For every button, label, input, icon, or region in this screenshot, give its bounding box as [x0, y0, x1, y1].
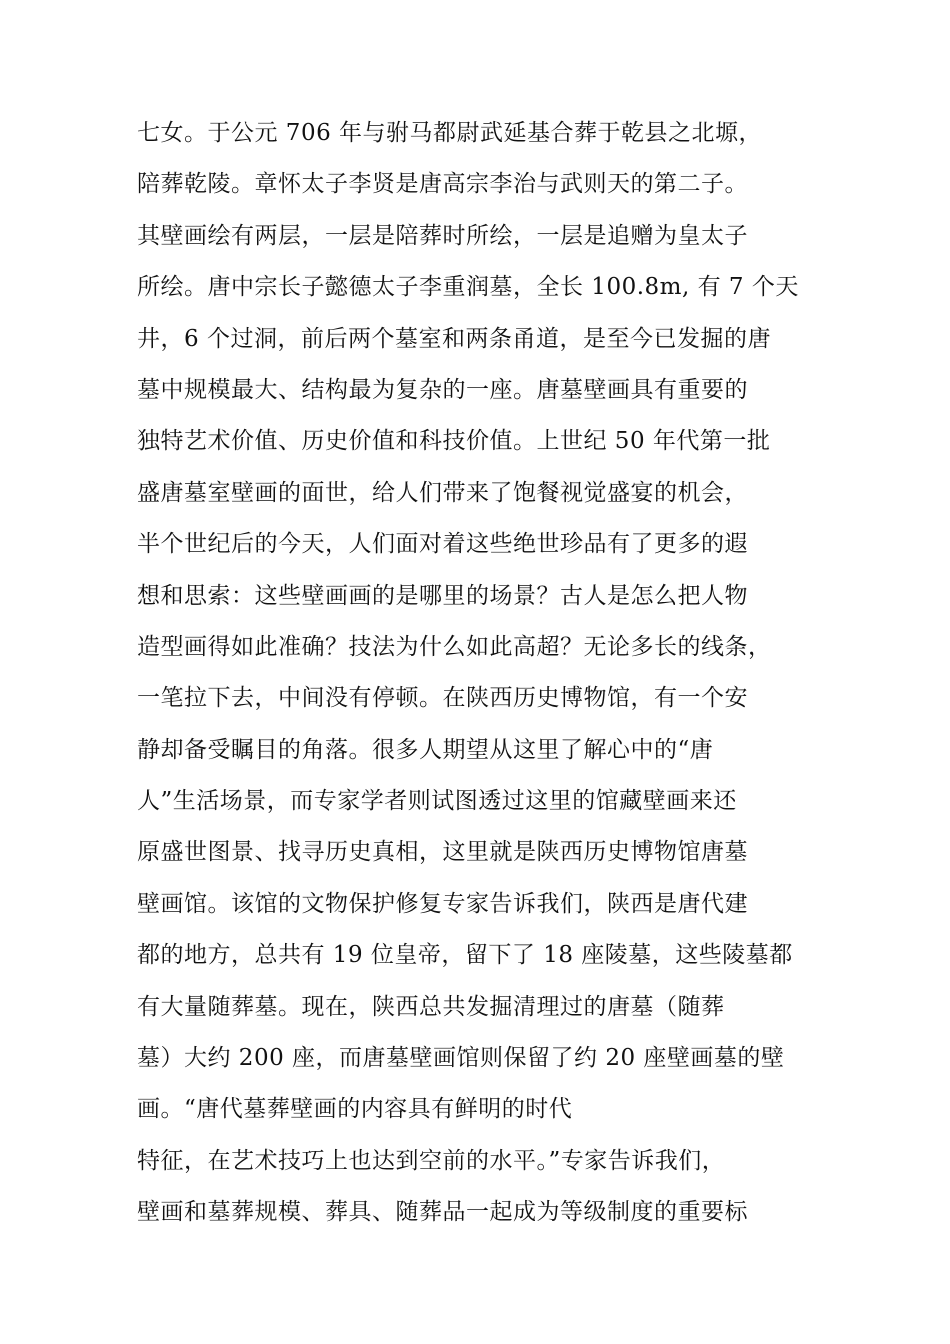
text-line: 半个世纪后的今天，人们面对着这些绝世珍品有了更多的遐 — [137, 531, 748, 558]
text-line: 画。“唐代墓葬壁画的内容具有鲜明的时代 — [137, 1096, 573, 1123]
text-line: 陪葬乾陵。章怀太子李贤是唐高宗李治与武则天的第二子。 — [137, 171, 748, 198]
text-line: 独特艺术价值、历史价值和科技价值。上世纪 50 年代第一批 — [137, 428, 771, 455]
text-line: 墓）大约 200 座，而唐墓壁画馆则保留了约 20 座壁画墓的壁 — [137, 1045, 785, 1072]
text-line: 特征，在艺术技巧上也达到空前的水平。”专家告诉我们， — [137, 1147, 726, 1174]
text-line: 一笔拉下去，中间没有停顿。在陕西历史博物馆，有一个安 — [137, 685, 748, 712]
text-line: 壁画馆。该馆的文物保护修复专家告诉我们，陕西是唐代建 — [137, 890, 748, 917]
text-line: 所绘。唐中宗长子懿德太子李重润墓，全长 100.8m, 有 7 个天 — [137, 274, 799, 301]
text-line: 有大量随葬墓。现在，陕西总共发掘清理过的唐墓（随葬 — [137, 993, 725, 1020]
text-line: 墓中规模最大、结构最为复杂的一座。唐墓壁画具有重要的 — [137, 376, 748, 403]
text-line: 七女。于公元 706 年与驸马都尉武延基合葬于乾县之北塬， — [137, 120, 763, 146]
text-line: 其壁画绘有两层，一层是陪葬时所绘，一层是追赠为皇太子 — [137, 222, 748, 249]
text-line: 人”生活场景，而专家学者则试图透过这里的馆藏壁画来还 — [137, 788, 737, 815]
text-line: 盛唐墓室壁画的面世，给人们带来了饱餐视觉盛宴的机会， — [137, 479, 748, 506]
text-line: 都的地方，总共有 19 位皇帝，留下了 18 座陵墓，这些陵墓都 — [137, 942, 793, 969]
body-text — [137, 108, 837, 1239]
text-line: 原盛世图景、找寻历史真相，这里就是陕西历史博物馆唐墓 — [137, 839, 748, 866]
text-line: 想和思索：这些壁画画的是哪里的场景？古人是怎么把人物 — [137, 582, 748, 609]
text-line: 壁画和墓葬规模、葬具、随葬品一起成为等级制度的重要标 — [137, 1199, 748, 1226]
text-line: 井，6 个过洞，前后两个墓室和两条甬道，是至今已发掘的唐 — [137, 325, 771, 352]
text-line: 静却备受瞩目的角落。很多人期望从这里了解心中的“唐 — [137, 736, 714, 763]
text-line: 造型画得如此准确？技法为什么如此高超？无论多长的线条， — [137, 633, 772, 660]
